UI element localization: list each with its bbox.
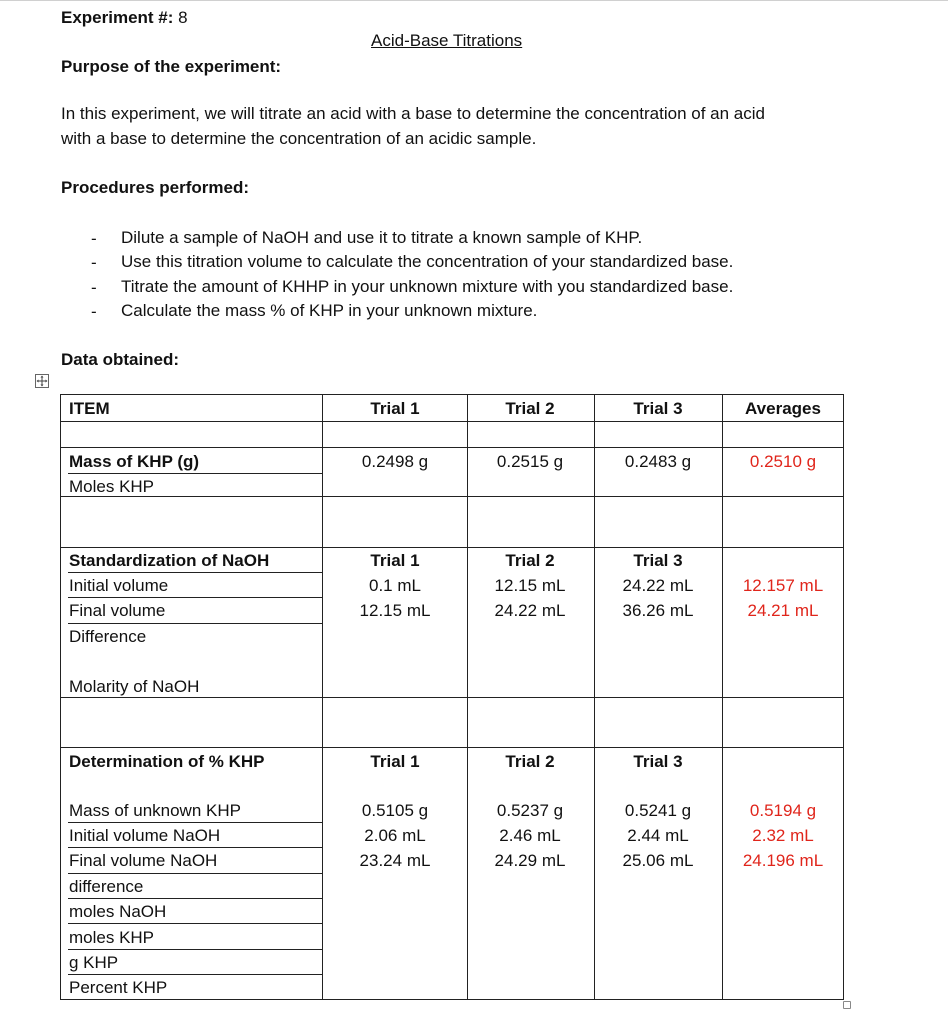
table-rule (68, 923, 322, 924)
mass-unknown-trial-1: 0.5105 g (361, 801, 429, 820)
data-heading: Data obtained: (61, 350, 180, 369)
mass-unknown-average: 0.5194 g (749, 801, 817, 820)
procedure-item: Use this titration volume to calculate the concentration of your standardized base. (121, 252, 734, 271)
mass-khp-average: 0.2510 g (749, 452, 817, 471)
table-rule (68, 623, 322, 624)
table-rule (60, 747, 844, 748)
table-rule (68, 597, 322, 598)
final-naoh-average: 24.196 mL (742, 851, 824, 870)
purpose-heading: Purpose of the experiment: (61, 57, 282, 76)
table-rule (68, 473, 322, 474)
table-rule (843, 394, 844, 1000)
row-label-moles-naoh: moles NaOH (69, 902, 167, 921)
row-label-mass-khp: Mass of KHP (g) (69, 452, 200, 471)
bullet-dash: - (91, 229, 97, 248)
experiment-number: 8 (178, 8, 188, 27)
initial-volume-trial-1: 0.1 mL (369, 576, 421, 595)
experiment-label: Experiment #: 8 (61, 8, 188, 27)
table-rule (722, 394, 723, 1000)
procedure-item: Dilute a sample of NaOH and use it to titrate a known sample of KHP. (121, 228, 643, 247)
table-rule (68, 949, 322, 950)
initial-naoh-trial-3: 2.44 mL (627, 826, 689, 845)
row-label-initial-volume: Initial volume (69, 576, 169, 595)
section-header-standardization: Standardization of NaOH (69, 551, 270, 570)
row-label-final-volume-naoh: Final volume NaOH (69, 851, 218, 870)
purpose-line-1: In this experiment, we will titrate an acid with a base to determine the concentration of an acid (61, 104, 765, 123)
table-header-item: ITEM (69, 399, 110, 418)
table-rule (60, 394, 844, 395)
row-label-final-volume: Final volume (69, 601, 166, 620)
row-label-moles-khp-lower: moles KHP (69, 928, 155, 947)
mass-khp-trial-3: 0.2483 g (624, 452, 692, 471)
initial-volume-trial-2: 12.15 mL (494, 576, 566, 595)
initial-naoh-trial-2: 2.46 mL (499, 826, 561, 845)
final-naoh-trial-2: 24.29 mL (494, 851, 566, 870)
det-header-trial-2: Trial 2 (505, 752, 555, 771)
page-top-border (0, 0, 948, 1)
purpose-line-2: with a base to determine the concentration of an acidic sample. (61, 129, 537, 148)
row-label-difference: Difference (69, 627, 147, 646)
table-move-handle-icon[interactable] (35, 374, 49, 388)
section-header-determination: Determination of % KHP (69, 752, 265, 771)
procedure-item: Titrate the amount of KHHP in your unknown mixture with you standardized base. (121, 277, 734, 296)
mass-unknown-trial-2: 0.5237 g (496, 801, 564, 820)
table-rule (594, 394, 595, 1000)
final-volume-trial-2: 24.22 mL (494, 601, 566, 620)
final-naoh-trial-3: 25.06 mL (622, 851, 694, 870)
mass-khp-trial-2: 0.2515 g (496, 452, 564, 471)
table-rule (60, 999, 844, 1000)
std-header-trial-2: Trial 2 (505, 551, 555, 570)
final-volume-trial-3: 36.26 mL (622, 601, 694, 620)
table-header-trial-3: Trial 3 (633, 399, 683, 418)
det-header-trial-3: Trial 3 (633, 752, 683, 771)
bullet-dash: - (91, 302, 97, 321)
procedures-heading: Procedures performed: (61, 178, 249, 197)
initial-volume-average: 12.157 mL (742, 576, 824, 595)
table-header-trial-1: Trial 1 (370, 399, 420, 418)
row-label-mass-unknown-khp: Mass of unknown KHP (69, 801, 241, 820)
bullet-dash: - (91, 253, 97, 272)
table-resize-handle-icon[interactable] (843, 1001, 851, 1009)
row-label-percent-khp: Percent KHP (69, 978, 168, 997)
row-label-moles-khp: Moles KHP (69, 477, 155, 496)
page-title: Acid-Base Titrations (371, 31, 523, 50)
std-header-trial-3: Trial 3 (633, 551, 683, 570)
final-naoh-trial-1: 23.24 mL (359, 851, 431, 870)
det-header-trial-1: Trial 1 (370, 752, 420, 771)
table-rule (60, 496, 844, 497)
table-rule (60, 547, 844, 548)
table-rule (68, 822, 322, 823)
table-rule (467, 394, 468, 1000)
row-label-molarity-naoh: Molarity of NaOH (69, 677, 200, 696)
table-header-averages: Averages (745, 399, 821, 418)
table-rule (60, 394, 61, 1000)
row-label-difference-lower: difference (69, 877, 144, 896)
table-rule (68, 873, 322, 874)
bullet-dash: - (91, 278, 97, 297)
table-rule (322, 394, 323, 1000)
mass-unknown-trial-3: 0.5241 g (624, 801, 692, 820)
mass-khp-trial-1: 0.2498 g (361, 452, 429, 471)
std-header-trial-1: Trial 1 (370, 551, 420, 570)
table-rule (60, 447, 844, 448)
procedure-item: Calculate the mass % of KHP in your unknown mixture. (121, 301, 538, 320)
row-label-g-khp: g KHP (69, 953, 119, 972)
table-header-trial-2: Trial 2 (505, 399, 555, 418)
table-rule (68, 974, 322, 975)
table-rule (60, 421, 844, 422)
initial-volume-trial-3: 24.22 mL (622, 576, 694, 595)
table-rule (68, 898, 322, 899)
table-rule (68, 572, 322, 573)
initial-naoh-trial-1: 2.06 mL (364, 826, 426, 845)
row-label-initial-volume-naoh: Initial volume NaOH (69, 826, 221, 845)
final-volume-trial-1: 12.15 mL (359, 601, 431, 620)
table-rule (68, 847, 322, 848)
final-volume-average: 24.21 mL (747, 601, 819, 620)
initial-naoh-average: 2.32 mL (752, 826, 814, 845)
